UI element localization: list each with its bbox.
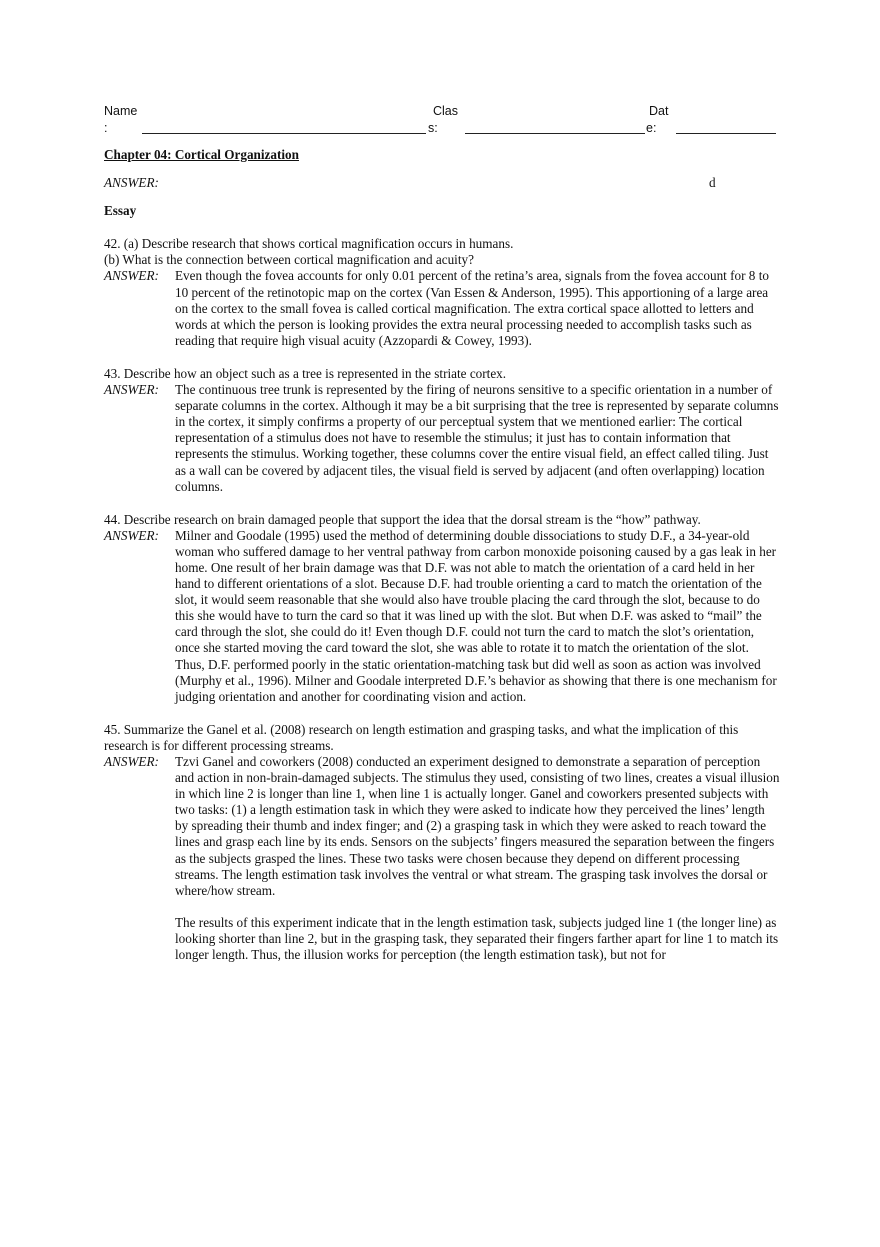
answer-block: [104, 268, 780, 348]
date-label-suffix: e:: [646, 121, 657, 135]
answer-body: [175, 754, 780, 963]
class-label-suffix: s:: [428, 121, 438, 135]
question-prompt: 44. Describe research on brain damaged people that support the idea that the dorsal stream is the “how” pathway.: [104, 511, 701, 527]
chapter-title: Chapter 04: Cortical Organization: [104, 147, 299, 162]
class-label: Clas: [433, 104, 459, 118]
question-prompt: 43. Describe how an object such as a tree is represented in the striate cortex.: [104, 365, 507, 381]
document-body: [104, 147, 780, 963]
answer-block: [104, 382, 780, 495]
section-title: Essay: [104, 203, 137, 219]
class-field-line[interactable]: [465, 133, 645, 134]
answer-text: The continuous tree trunk is represented by the firing of neurons sensitive to a specific orientation in a number of separate columns in the cortex. Although it may be a bit surprising that the tree is represented by separate columns in the cortex, it simply confirms a property of our perceptual system that we mentioned earlier: The cortical representation of a stimulus does not have to resemble the stimulus; it just has to contain information that represents the stimulus. Working together, these columns cover the entire visual field, an effect called tiling. Just as a wall can be covered by adjacent tiles, the visual field is served by adjacent (and often overlapping) location columns.: [175, 382, 779, 494]
answer-block: [104, 754, 780, 963]
answer-text: Tzvi Ganel and coworkers (2008) conducted an experiment designed to demonstrate a separation of perception and action in non-brain-damaged subjects. The stimulus they used, consisting of two lines, creates a visual illusion in which line 2 is longer than line 1, when line 1 is actually longer. Ganel and coworkers presented subjects with two tasks: (1) a length estimation task in which they were asked to indicate how they perceived the lines’ length by spreading their thumb and index finger; and (2) a grasping task in which they were asked to reach toward the lines and grasp each line by its ends. Sensors on the subjects’ fingers measured the separation between the fingers as the subjects grasped the lines. These two tasks were chosen because they depend on different processing streams. The length estimation task involves the ventral or what stream. The grasping task involves the dorsal or where/how stream.: [175, 754, 780, 898]
answer-block: [104, 528, 780, 705]
answer-label: ANSWER:: [104, 175, 159, 191]
name-field-line[interactable]: [142, 133, 426, 134]
name-label: Name: [104, 104, 138, 118]
name-label-colon: :: [104, 121, 108, 135]
answer-label: ANSWER:: [104, 527, 159, 543]
question-45: [104, 722, 780, 963]
answer-label: ANSWER:: [104, 382, 159, 398]
first-answer-row: [104, 175, 780, 191]
answer-text: Milner and Goodale (1995) used the method of determining double dissociations to study D.F., a 34-year-old woman who suffered damage to her ventral pathway from carbon monoxide poisoning caused by a gas leak in her home. One result of her brain damage was that D.F. was not able to match the orientation of a card held in her hand to different orientations of a slot. Because D.F. had trouble orienting a card to match the orientation of the slot, it would seem reasonable that she would also have trouble placing the card through the slot, because to do this she would have to turn the card so that it was lined up with the slot. But when D.F. was asked to “mail” the card through the slot, she could do it! Even though D.F. could not turn the card to match the slot’s orientation, once she started moving the card toward the slot, she was able to rotate it to match the orientation of the slot. Thus, D.F. performed poorly in the static orientation-matching task but did well as soon as action was involved (Murphy et al., 1996). Milner and Goodale interpreted D.F.’s behavior as showing that there is one mechanism for judging orientation and another for coordinating vision and action.: [175, 527, 777, 704]
date-field-line[interactable]: [676, 133, 776, 134]
answer-label: ANSWER:: [104, 268, 159, 284]
answer-value: d: [709, 175, 716, 191]
question-42: [104, 236, 780, 349]
answer-label: ANSWER:: [104, 754, 159, 769]
question-44: [104, 512, 780, 705]
question-prompt: 45. Summarize the Ganel et al. (2008) research on length estimation and grasping tasks, and what the implication of this research is for different processing streams.: [104, 721, 739, 753]
question-43: [104, 366, 780, 495]
question-prompt-line-2: (b) What is the connection between cortical magnification and acuity?: [104, 252, 474, 268]
question-prompt: 42. (a) Describe research that shows cortical magnification occurs in humans.: [104, 236, 514, 252]
answer-text-continued: The results of this experiment indicate that in the length estimation task, subjects judged line 1 (the longer line) as looking shorter than line 2, but in the grasping task, they separated their fingers farther apart for line 1 to match its longer length. Thus, the illusion works for perception (the length estimation task), but not for: [175, 914, 779, 963]
answer-text: Even though the fovea accounts for only 0.01 percent of the retina’s area, signals from the fovea account for 8 to 10 percent of the retinotopic map on the cortex (Van Essen & Anderson, 1995). This apportioning of a large area on the cortex to the small fovea is called cortical magnification. The extra cortical space allotted to letters and words at which the person is looking provides the extra neural processing needed to accomplish tasks such as reading that require high visual acuity (Azzopardi & Cowey, 1993).: [175, 268, 769, 348]
date-label: Dat: [649, 104, 669, 118]
